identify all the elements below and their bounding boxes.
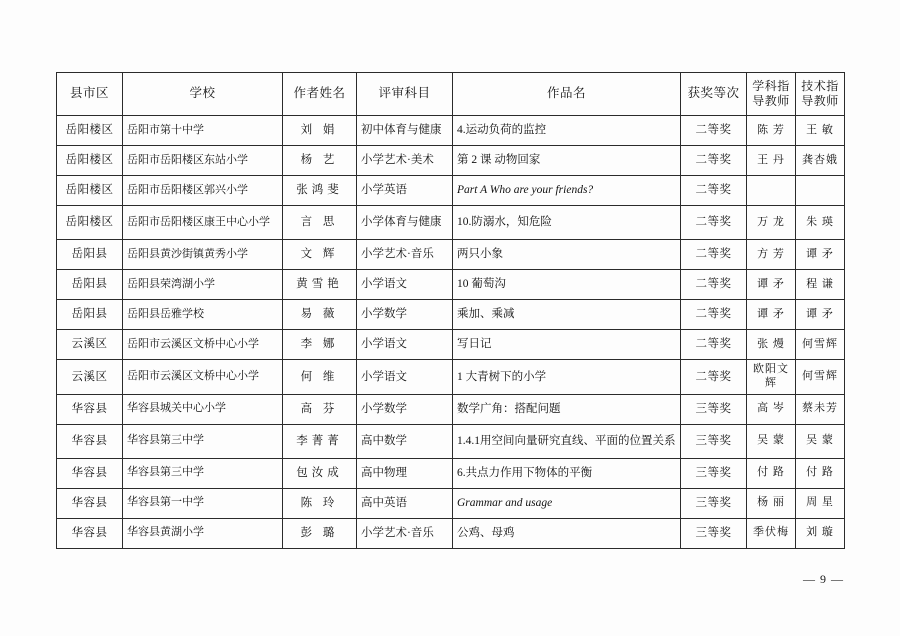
cell-school: 岳阳县荣湾湖小学 [123,270,283,300]
cell-work: 乘加、乘减 [453,300,681,330]
cell-subject-teacher: 杨 丽 [747,488,796,518]
table-row [57,146,845,176]
cell-tech-teacher: 龚杏娥 [796,146,845,176]
cell-author: 彭 璐 [283,518,357,548]
cell-subject-teacher: 谭 矛 [747,270,796,300]
cell-region: 岳阳楼区 [57,146,123,176]
cell-school: 华容县第三中学 [123,458,283,488]
cell-work: 数学广角：搭配问题 [453,394,681,424]
cell-tech-teacher: 吴 蒙 [796,424,845,458]
cell-subject-teacher: 吴 蒙 [747,424,796,458]
cell-subject: 小学数学 [357,394,453,424]
cell-subject: 小学语文 [357,270,453,300]
cell-region: 华容县 [57,424,123,458]
cell-award: 二等奖 [681,300,747,330]
cell-author: 黄雪艳 [283,270,357,300]
column-header-tech-teacher: 技术指导教师 [796,73,845,116]
cell-region: 华容县 [57,518,123,548]
cell-author: 包汝成 [283,458,357,488]
cell-region: 岳阳县 [57,300,123,330]
cell-tech-teacher: 程 谦 [796,270,845,300]
cell-school: 岳阳市岳阳楼区康王中心小学 [123,206,283,240]
cell-author: 张鸿斐 [283,176,357,206]
column-header-work: 作品名 [453,73,681,116]
cell-subject-teacher: 王 丹 [747,146,796,176]
table-row [57,360,845,395]
cell-subject: 小学艺术·音乐 [357,518,453,548]
column-header-school: 学校 [123,73,283,116]
cell-work: 4.运动负荷的监控 [453,116,681,146]
cell-region: 云溪区 [57,330,123,360]
cell-subject: 小学数学 [357,300,453,330]
cell-region: 华容县 [57,458,123,488]
cell-school: 岳阳市云溪区文桥中心小学 [123,360,283,395]
cell-author: 李菁菁 [283,424,357,458]
table-row [57,424,845,458]
cell-subject-teacher: 季伏梅 [747,518,796,548]
cell-region: 岳阳县 [57,240,123,270]
cell-work: 1 大青树下的小学 [453,360,681,395]
cell-school: 华容县黄湖小学 [123,518,283,548]
cell-subject-teacher: 万 龙 [747,206,796,240]
cell-author: 刘 娟 [283,116,357,146]
cell-award: 二等奖 [681,116,747,146]
column-header-subject-teacher: 学科指导教师 [747,73,796,116]
cell-work: 两只小象 [453,240,681,270]
cell-region: 华容县 [57,394,123,424]
cell-author: 李 娜 [283,330,357,360]
cell-subject-teacher: 张 熳 [747,330,796,360]
table-row [57,518,845,548]
cell-tech-teacher [796,176,845,206]
cell-tech-teacher: 王 敏 [796,116,845,146]
cell-award: 三等奖 [681,518,747,548]
table-row [57,176,845,206]
table-row [57,116,845,146]
column-header-region: 县市区 [57,73,123,116]
cell-subject: 高中数学 [357,424,453,458]
cell-work: Grammar and usage [453,488,681,518]
cell-author: 言 思 [283,206,357,240]
cell-tech-teacher: 朱 瑛 [796,206,845,240]
cell-subject: 小学语文 [357,360,453,395]
cell-region: 岳阳楼区 [57,206,123,240]
cell-tech-teacher: 蔡未芳 [796,394,845,424]
cell-tech-teacher: 何雪辉 [796,330,845,360]
award-table [56,72,845,549]
cell-award: 二等奖 [681,146,747,176]
cell-region: 岳阳县 [57,270,123,300]
column-header-subject: 评审科目 [357,73,453,116]
table-header-row [57,73,845,116]
cell-school: 岳阳县黄沙街镇黄秀小学 [123,240,283,270]
cell-school: 岳阳市云溪区文桥中心小学 [123,330,283,360]
award-table-container [56,72,844,549]
cell-subject: 小学艺术·美术 [357,146,453,176]
table-row [57,300,845,330]
cell-subject-teacher: 高 岑 [747,394,796,424]
cell-subject: 小学体育与健康 [357,206,453,240]
cell-award: 三等奖 [681,424,747,458]
cell-award: 三等奖 [681,394,747,424]
cell-subject: 高中英语 [357,488,453,518]
cell-tech-teacher: 刘 璇 [796,518,845,548]
cell-author: 易 薇 [283,300,357,330]
cell-school: 岳阳市岳阳楼区东站小学 [123,146,283,176]
cell-award: 二等奖 [681,176,747,206]
cell-subject: 小学语文 [357,330,453,360]
table-body [57,116,845,549]
cell-work: 写日记 [453,330,681,360]
table-row [57,330,845,360]
table-row [57,458,845,488]
cell-region: 岳阳楼区 [57,176,123,206]
cell-work: 10 葡萄沟 [453,270,681,300]
cell-work: 1.4.1用空间向量研究直线、平面的位置关系 [453,424,681,458]
cell-work: 6.共点力作用下物体的平衡 [453,458,681,488]
cell-author: 陈 玲 [283,488,357,518]
cell-award: 二等奖 [681,360,747,395]
cell-subject: 小学英语 [357,176,453,206]
cell-school: 岳阳市岳阳楼区郭兴小学 [123,176,283,206]
cell-tech-teacher: 谭 矛 [796,240,845,270]
cell-school: 岳阳市第十中学 [123,116,283,146]
cell-subject: 小学艺术·音乐 [357,240,453,270]
cell-author: 高 芬 [283,394,357,424]
cell-author: 何 维 [283,360,357,395]
cell-work: Part A Who are your friends? [453,176,681,206]
cell-tech-teacher: 周 星 [796,488,845,518]
cell-award: 二等奖 [681,330,747,360]
table-row [57,394,845,424]
cell-work: 公鸡、母鸡 [453,518,681,548]
table-header [57,73,845,116]
page-number: — 9 — [803,572,844,586]
cell-award: 二等奖 [681,270,747,300]
cell-subject-teacher: 欧阳文辉 [747,360,796,395]
cell-award: 三等奖 [681,458,747,488]
cell-work: 10.防溺水，知危险 [453,206,681,240]
cell-school: 华容县第三中学 [123,424,283,458]
cell-school: 华容县城关中心小学 [123,394,283,424]
cell-award: 二等奖 [681,240,747,270]
cell-region: 云溪区 [57,360,123,395]
cell-tech-teacher: 谭 矛 [796,300,845,330]
table-row [57,488,845,518]
table-row [57,206,845,240]
cell-subject-teacher: 陈 芳 [747,116,796,146]
cell-tech-teacher: 付 路 [796,458,845,488]
table-row [57,240,845,270]
cell-subject-teacher: 付 路 [747,458,796,488]
cell-subject: 高中物理 [357,458,453,488]
table-row [57,270,845,300]
column-header-award: 获奖等次 [681,73,747,116]
cell-author: 杨 艺 [283,146,357,176]
cell-work: 第 2 课 动物回家 [453,146,681,176]
cell-school: 华容县第一中学 [123,488,283,518]
cell-subject: 初中体育与健康 [357,116,453,146]
cell-subject-teacher [747,176,796,206]
column-header-author: 作者姓名 [283,73,357,116]
cell-tech-teacher: 何雪辉 [796,360,845,395]
cell-school: 岳阳县岳雅学校 [123,300,283,330]
cell-author: 文 辉 [283,240,357,270]
cell-region: 华容县 [57,488,123,518]
cell-subject-teacher: 方 芳 [747,240,796,270]
cell-award: 二等奖 [681,206,747,240]
cell-subject-teacher: 谭 矛 [747,300,796,330]
cell-award: 三等奖 [681,488,747,518]
cell-region: 岳阳楼区 [57,116,123,146]
